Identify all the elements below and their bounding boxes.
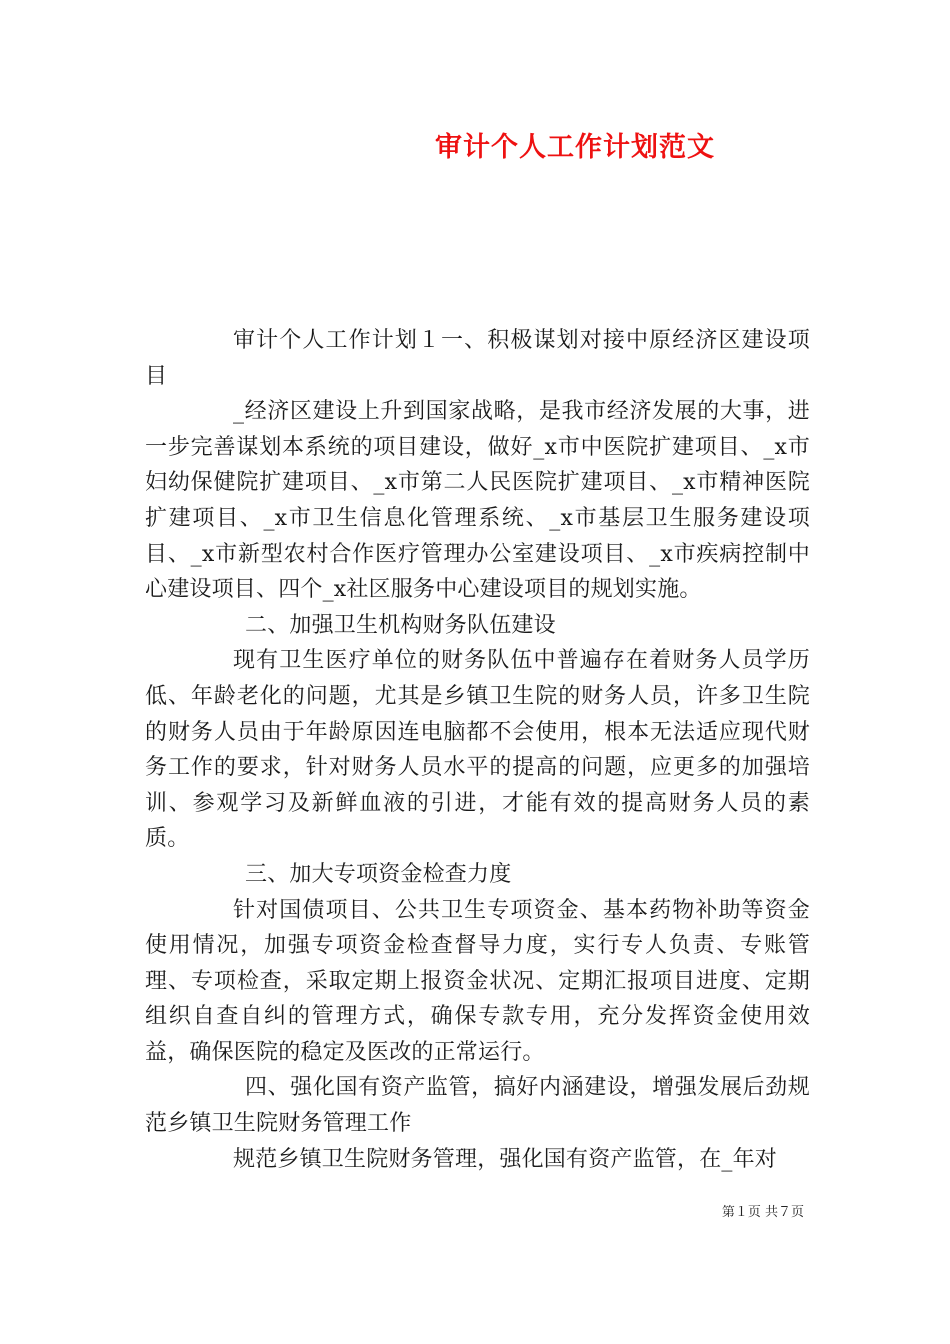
document-body [145, 323, 810, 1177]
section-heading-state-assets: 四、强化国有资产监管，搞好内涵建设，增强发展后劲规范乡镇卫生院财务管理工作 [145, 1075, 810, 1137]
paragraph-intro: 审计个人工作计划１一、积极谋划对接中原经济区建设项目 [145, 328, 810, 389]
section-heading-special-funds: 三、加大专项资金检查力度 [245, 861, 512, 887]
paragraph-finance-team: 现有卫生医疗单位的财务队伍中普遍存在着财务人员学历低、年龄老化的问题，尤其是乡镇卫生院的财务人员，许多卫生院的财务人员由于年龄原因连电脑都不会使用，根本无法适应现代财务工作的要求，针对财务人员水平的提高的问题，应更多的加强培训、参观学习及新鲜血液的引进，才能有效的提高财务人员的素质。 [145, 648, 810, 852]
section-heading-finance-team: 二、加强卫生机构财务队伍建设 [245, 612, 556, 638]
paragraph-state-assets: 规范乡镇卫生院财务管理，强化国有资产监管，在_年对 [233, 1146, 778, 1172]
paragraph-economic-zone: _经济区建设上升到国家战略，是我市经济发展的大事，进一步完善谋划本系统的项目建设，做好_x市中医院扩建项目、_x市妇幼保健院扩建项目、_x市第二人民医院扩建项目、_x市精神医院扩建项目、_x市卫生信息化管理系统、_x市基层卫生服务建设项目、_x市新型农村合作医疗管理办公室建设项目、_x市疾病控制中心建设项目、四个_x社区服务中心建设项目的规划实施。 [145, 399, 810, 603]
document-title: 审计个人工作计划范文 [435, 132, 715, 163]
page-number: 第１页 共７页 [721, 1205, 804, 1220]
paragraph-special-funds: 针对国债项目、公共卫生专项资金、基本药物补助等资金使用情况，加强专项资金检查督导力度，实行专人负责、专账管理、专项检查，采取定期上报资金状况、定期汇报项目进度、定期组织自查自纠的管理方式，确保专款专用，充分发挥资金使用效益，确保医院的稳定及医改的正常运行。 [145, 897, 810, 1065]
